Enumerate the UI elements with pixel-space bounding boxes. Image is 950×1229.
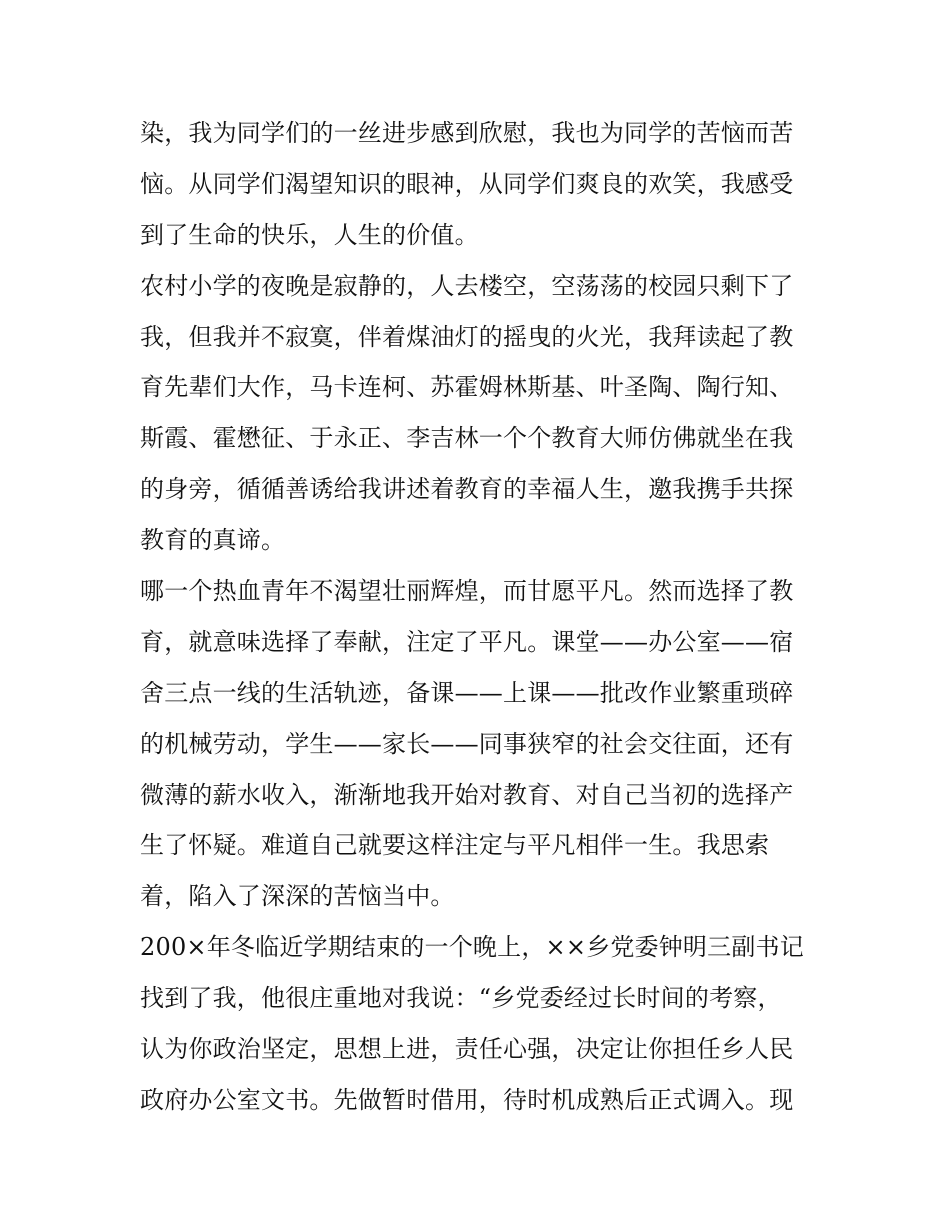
- text-line: 认为你政治坚定，思想上进，责任心强，决定让你担任乡人民: [140, 1035, 794, 1064]
- text-line: 着，陷入了深深的苦恼当中。: [140, 882, 455, 911]
- text-line: 育，就意味选择了奉献，注定了平凡。课堂——办公室——宿: [140, 627, 794, 656]
- text-line: 生了怀疑。难道自己就要这样注定与平凡相伴一生。我思索: [140, 831, 770, 860]
- text-line: 我，但我并不寂寞，伴着煤油灯的摇曳的火光，我拜读起了教: [140, 322, 794, 351]
- text-line: 染，我为同学们的一丝进步感到欣慰，我也为同学的苦恼而苦: [140, 119, 794, 147]
- text-line: 的身旁，循循善诱给我讲述着教育的幸福人生，邀我携手共探: [140, 475, 794, 504]
- text-line: 恼。从同学们渴望知识的眼神，从同学们爽良的欢笑，我感受: [140, 169, 794, 198]
- text-line: 教育的真谛。: [140, 526, 286, 555]
- text-line: 哪一个热血青年不渴望壮丽辉煌，而甘愿平凡。然而选择了教: [140, 577, 794, 606]
- text-line: 200×年冬临近学期结束的一个晚上，××乡党委钟明三副书记: [140, 933, 804, 962]
- text-line: 到了生命的快乐，人生的价值。: [140, 220, 479, 249]
- text-line: 微薄的薪水收入，渐渐地我开始对教育、对自己当初的选择产: [140, 780, 794, 809]
- text-line: 舍三点一线的生活轨迹，备课——上课——批改作业繁重琐碎: [140, 678, 794, 707]
- text-line: 的机械劳动，学生——家长——同事狭窄的社会交往面，还有: [140, 729, 794, 758]
- text-line: 政府办公室文书。先做暂时借用，待时机成熟后正式调入。现: [140, 1085, 794, 1114]
- body-text: [140, 108, 830, 1126]
- text-line: 斯霞、霍懋征、于永正、李吉林一个个教育大师仿佛就坐在我: [140, 424, 794, 453]
- text-line: 找到了我，他很庄重地对我说：“乡党委经过长时间的考察，: [140, 984, 782, 1013]
- text-line: 农村小学的夜晚是寂静的，人去楼空，空荡荡的校园只剩下了: [140, 271, 794, 300]
- text-line: 育先辈们大作，马卡连柯、苏霍姆林斯基、叶圣陶、陶行知、: [140, 373, 794, 402]
